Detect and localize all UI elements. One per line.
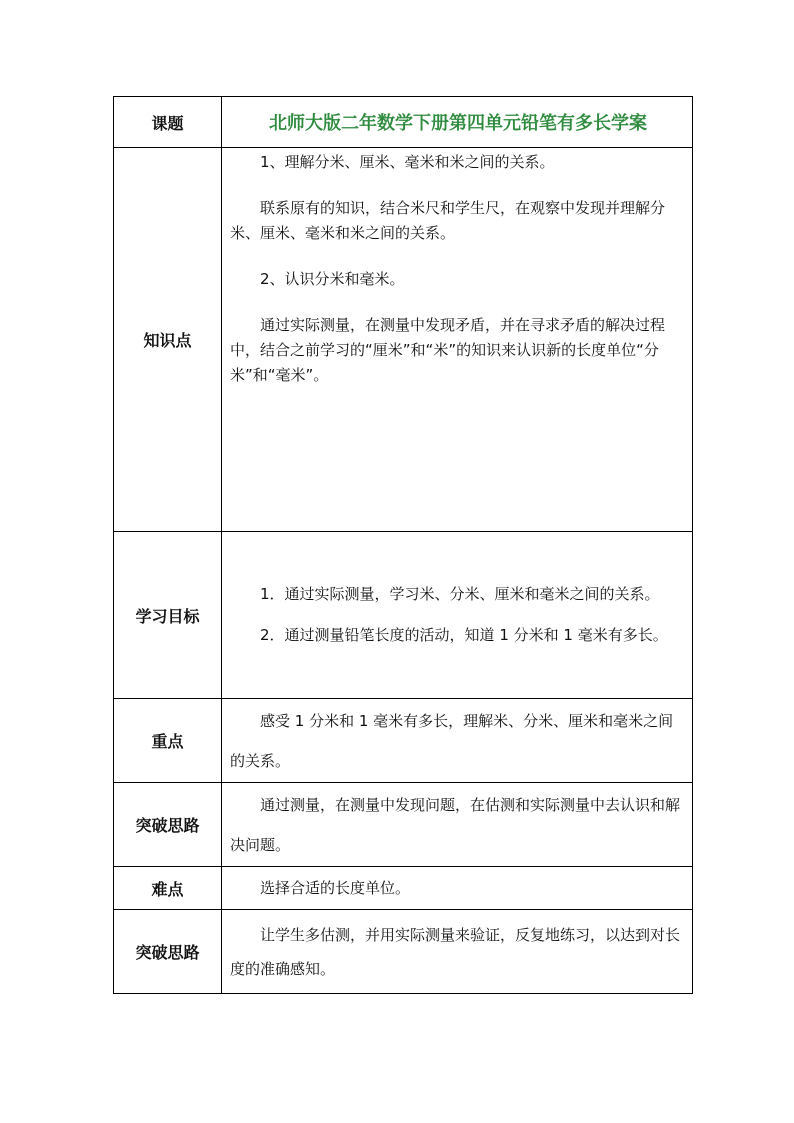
- difficulty-label: 难点: [114, 867, 222, 910]
- goal-paragraph: 1．通过实际测量，学习米、分米、厘米和毫米之间的关系。: [260, 585, 660, 603]
- breakthrough-1-label: 突破思路: [114, 783, 222, 867]
- breakthrough-1-content: [222, 783, 693, 867]
- breakthrough-2-label: 突破思路: [114, 910, 222, 994]
- row-breakthrough-2: [114, 910, 693, 994]
- knowledge-paragraph: 联系原有的知识，结合米尺和学生尺，在观察中发现并理解分米、厘米、毫米和米之间的关系。: [230, 199, 666, 242]
- knowledge-paragraph: 2、认识分米和毫米。: [260, 270, 405, 288]
- row-breakthrough-1: [114, 783, 693, 867]
- title-cell: [222, 97, 693, 148]
- key-point-content: [222, 699, 693, 783]
- goals-content: [222, 532, 693, 699]
- knowledge-content: [222, 148, 693, 532]
- row-title: [114, 97, 693, 148]
- row-knowledge-points: [114, 148, 693, 532]
- row-learning-goals: [114, 532, 693, 699]
- knowledge-label: 知识点: [114, 148, 222, 532]
- goal-paragraph: 2．通过测量铅笔长度的活动，知道 1 分米和 1 毫米有多长。: [260, 626, 668, 644]
- knowledge-paragraph: 通过实际测量，在测量中发现矛盾，并在寻求矛盾的解决过程中，结合之前学习的“厘米”和“米”的知识来认识新的长度单位“分米”和“毫米”。: [230, 316, 666, 384]
- breakthrough-2-text: 让学生多估测，并用实际测量来验证，反复地练习，以达到对长度的准确感知。: [230, 925, 681, 978]
- key-point-label: 重点: [114, 699, 222, 783]
- difficulty-text: 选择合适的长度单位。: [260, 879, 411, 897]
- row-difficulty: [114, 867, 693, 910]
- key-point-text: 感受 1 分米和 1 毫米有多长，理解米、分米、厘米和毫米之间的关系。: [230, 711, 674, 770]
- lesson-plan-table: [113, 96, 693, 994]
- lesson-title: 北师大版二年数学下册第四单元铅笔有多长学案: [269, 113, 647, 134]
- breakthrough-1-text: 通过测量，在测量中发现问题，在估测和实际测量中去认识和解决问题。: [230, 795, 681, 854]
- row-key-point: [114, 699, 693, 783]
- breakthrough-2-content: [222, 910, 693, 994]
- title-label: 课题: [114, 97, 222, 148]
- goals-label: 学习目标: [114, 532, 222, 699]
- knowledge-paragraph: 1、理解分米、厘米、毫米和米之间的关系。: [260, 153, 555, 171]
- difficulty-content: [222, 867, 693, 910]
